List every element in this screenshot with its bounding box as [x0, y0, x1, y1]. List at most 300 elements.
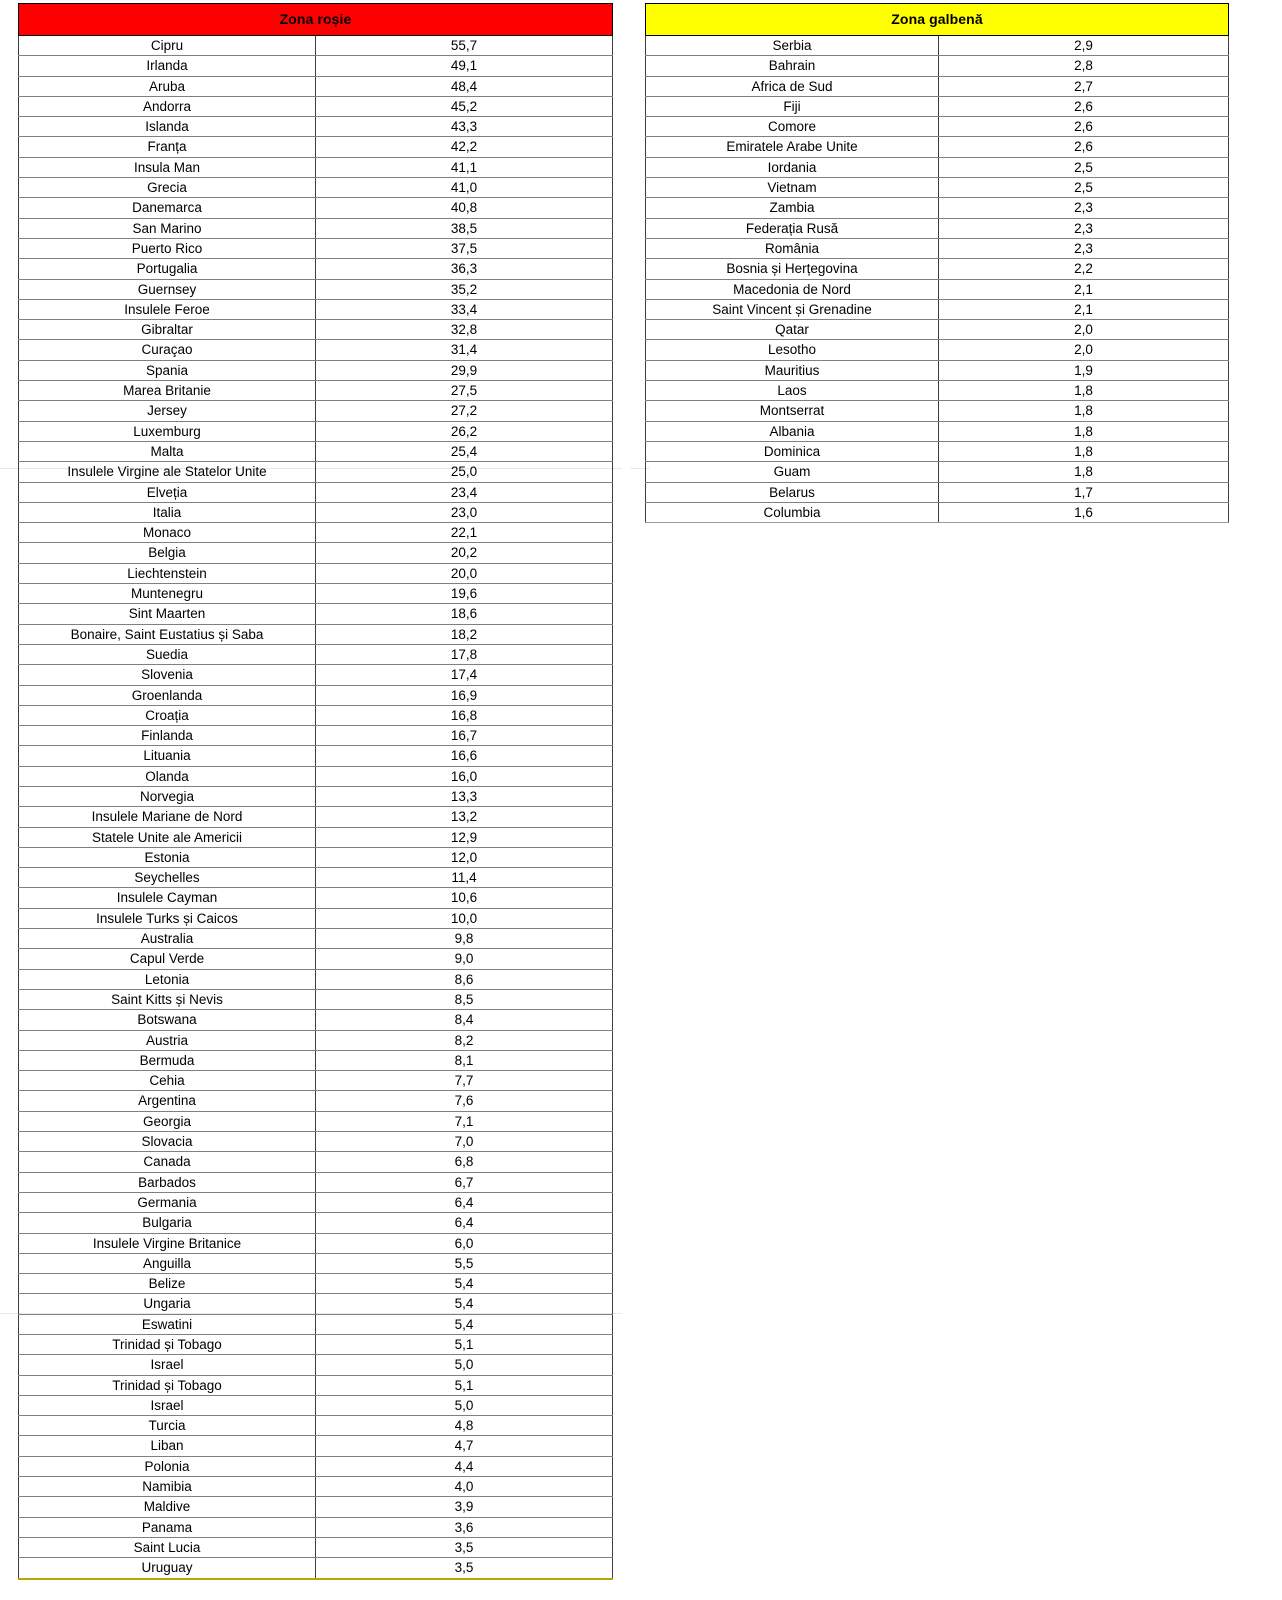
table-row — [19, 1335, 613, 1355]
country-name-cell: Groenlanda — [19, 685, 316, 705]
incidence-value-cell: 2,5 — [939, 178, 1229, 198]
country-name-cell: Israel — [19, 1395, 316, 1415]
country-name-cell: Monaco — [19, 523, 316, 543]
country-name-cell: Letonia — [19, 969, 316, 989]
incidence-value-cell: 20,0 — [316, 563, 613, 583]
table-row — [19, 502, 613, 522]
incidence-value-cell: 1,8 — [939, 421, 1229, 441]
country-name-cell: Norvegia — [19, 786, 316, 806]
table-row — [19, 1395, 613, 1415]
incidence-value-cell: 27,5 — [316, 381, 613, 401]
country-name-cell: Georgia — [19, 1111, 316, 1131]
incidence-value-cell: 38,5 — [316, 218, 613, 238]
country-name-cell: Botswana — [19, 1010, 316, 1030]
table-row — [646, 441, 1229, 461]
incidence-value-cell: 5,1 — [316, 1375, 613, 1395]
incidence-value-cell: 25,4 — [316, 441, 613, 461]
table-row — [19, 807, 613, 827]
country-name-cell: Serbia — [646, 36, 939, 56]
table-row — [19, 299, 613, 319]
country-name-cell: Capul Verde — [19, 949, 316, 969]
country-name-cell: Panama — [19, 1517, 316, 1537]
table-row — [19, 847, 613, 867]
table-row — [19, 685, 613, 705]
country-name-cell: Anguilla — [19, 1253, 316, 1273]
table-row — [19, 949, 613, 969]
incidence-value-cell: 2,8 — [939, 56, 1229, 76]
incidence-value-cell: 22,1 — [316, 523, 613, 543]
incidence-value-cell: 2,0 — [939, 320, 1229, 340]
incidence-value-cell: 6,8 — [316, 1152, 613, 1172]
incidence-value-cell: 16,0 — [316, 766, 613, 786]
country-name-cell: Saint Lucia — [19, 1537, 316, 1557]
incidence-value-cell: 7,1 — [316, 1111, 613, 1131]
country-name-cell: Africa de Sud — [646, 76, 939, 96]
country-name-cell: Argentina — [19, 1091, 316, 1111]
incidence-value-cell: 17,4 — [316, 665, 613, 685]
country-name-cell: Comore — [646, 117, 939, 137]
table-row — [646, 178, 1229, 198]
table-row — [646, 462, 1229, 482]
table-row — [19, 705, 613, 725]
incidence-value-cell: 32,8 — [316, 320, 613, 340]
country-name-cell: Croația — [19, 705, 316, 725]
country-name-cell: Germania — [19, 1192, 316, 1212]
country-name-cell: Italia — [19, 502, 316, 522]
table-row — [19, 218, 613, 238]
incidence-value-cell: 2,7 — [939, 76, 1229, 96]
table-row — [19, 1071, 613, 1091]
table-row — [646, 137, 1229, 157]
table-row — [19, 766, 613, 786]
table-row — [19, 868, 613, 888]
incidence-value-cell: 6,0 — [316, 1233, 613, 1253]
country-name-cell: Federația Rusă — [646, 218, 939, 238]
incidence-value-cell: 1,8 — [939, 381, 1229, 401]
table-row — [646, 198, 1229, 218]
incidence-value-cell: 41,1 — [316, 157, 613, 177]
country-name-cell: Franța — [19, 137, 316, 157]
table-row — [19, 786, 613, 806]
country-name-cell: Turcia — [19, 1416, 316, 1436]
country-name-cell: Maldive — [19, 1497, 316, 1517]
country-name-cell: Luxemburg — [19, 421, 316, 441]
table-row — [19, 360, 613, 380]
country-name-cell: Gibraltar — [19, 320, 316, 340]
country-name-cell: Insulele Turks și Caicos — [19, 908, 316, 928]
table-row — [19, 1314, 613, 1334]
table-row — [19, 1192, 613, 1212]
table-row — [19, 259, 613, 279]
incidence-value-cell: 1,6 — [939, 502, 1229, 522]
table-row — [646, 381, 1229, 401]
country-name-cell: Insulele Virgine ale Statelor Unite — [19, 462, 316, 482]
red-zone-table — [18, 3, 613, 1580]
table-row — [19, 441, 613, 461]
table-row — [19, 604, 613, 624]
incidence-value-cell: 11,4 — [316, 868, 613, 888]
table-row — [19, 1253, 613, 1273]
table-row — [19, 746, 613, 766]
table-row — [646, 96, 1229, 116]
country-name-cell: Belgia — [19, 543, 316, 563]
table-row — [19, 56, 613, 76]
table-row — [19, 584, 613, 604]
incidence-value-cell: 17,8 — [316, 644, 613, 664]
incidence-value-cell: 37,5 — [316, 238, 613, 258]
incidence-value-cell: 2,6 — [939, 96, 1229, 116]
country-name-cell: Polonia — [19, 1456, 316, 1476]
country-name-cell: Belize — [19, 1274, 316, 1294]
incidence-value-cell: 4,0 — [316, 1477, 613, 1497]
table-row — [19, 320, 613, 340]
country-name-cell: Cehia — [19, 1071, 316, 1091]
country-name-cell: Zambia — [646, 198, 939, 218]
table-row — [646, 360, 1229, 380]
table-row — [19, 421, 613, 441]
country-name-cell: Elveția — [19, 482, 316, 502]
table-row — [646, 279, 1229, 299]
incidence-value-cell: 8,6 — [316, 969, 613, 989]
table-row — [19, 624, 613, 644]
country-name-cell: Spania — [19, 360, 316, 380]
country-name-cell: Albania — [646, 421, 939, 441]
incidence-value-cell: 13,3 — [316, 786, 613, 806]
incidence-value-cell: 4,4 — [316, 1456, 613, 1476]
table-row — [19, 827, 613, 847]
incidence-value-cell: 36,3 — [316, 259, 613, 279]
country-name-cell: Emiratele Arabe Unite — [646, 137, 939, 157]
table-row — [19, 157, 613, 177]
table-row — [19, 1375, 613, 1395]
table-row — [19, 1050, 613, 1070]
table-row — [646, 76, 1229, 96]
country-name-cell: Qatar — [646, 320, 939, 340]
incidence-value-cell: 7,6 — [316, 1091, 613, 1111]
incidence-value-cell: 23,4 — [316, 482, 613, 502]
country-name-cell: Saint Kitts și Nevis — [19, 989, 316, 1009]
incidence-value-cell: 20,2 — [316, 543, 613, 563]
table-row — [646, 117, 1229, 137]
table-row — [19, 1416, 613, 1436]
incidence-value-cell: 8,1 — [316, 1050, 613, 1070]
country-name-cell: Muntenegru — [19, 584, 316, 604]
country-name-cell: Estonia — [19, 847, 316, 867]
country-name-cell: Marea Britanie — [19, 381, 316, 401]
incidence-value-cell: 2,6 — [939, 137, 1229, 157]
incidence-value-cell: 5,4 — [316, 1314, 613, 1334]
incidence-value-cell: 6,4 — [316, 1192, 613, 1212]
table-row — [19, 96, 613, 116]
table-row — [646, 157, 1229, 177]
incidence-value-cell: 18,6 — [316, 604, 613, 624]
country-name-cell: Laos — [646, 381, 939, 401]
country-name-cell: San Marino — [19, 218, 316, 238]
table-row — [19, 644, 613, 664]
incidence-value-cell: 16,9 — [316, 685, 613, 705]
incidence-value-cell: 7,7 — [316, 1071, 613, 1091]
incidence-value-cell: 8,2 — [316, 1030, 613, 1050]
incidence-value-cell: 42,2 — [316, 137, 613, 157]
table-row — [19, 989, 613, 1009]
table-row — [19, 1517, 613, 1537]
incidence-value-cell: 40,8 — [316, 198, 613, 218]
country-name-cell: Israel — [19, 1355, 316, 1375]
incidence-value-cell: 27,2 — [316, 401, 613, 421]
incidence-value-cell: 48,4 — [316, 76, 613, 96]
country-name-cell: Jersey — [19, 401, 316, 421]
table-row — [646, 238, 1229, 258]
country-name-cell: Liechtenstein — [19, 563, 316, 583]
incidence-value-cell: 2,6 — [939, 117, 1229, 137]
incidence-value-cell: 25,0 — [316, 462, 613, 482]
incidence-value-cell: 23,0 — [316, 502, 613, 522]
country-name-cell: România — [646, 238, 939, 258]
incidence-value-cell: 5,4 — [316, 1294, 613, 1314]
table-row — [19, 36, 613, 56]
country-name-cell: Islanda — [19, 117, 316, 137]
table-row — [19, 1274, 613, 1294]
country-name-cell: Eswatini — [19, 1314, 316, 1334]
country-name-cell: Ungaria — [19, 1294, 316, 1314]
red-zone-title: Zona roșie — [19, 4, 613, 36]
country-name-cell: Insula Man — [19, 157, 316, 177]
country-name-cell: Trinidad și Tobago — [19, 1335, 316, 1355]
table-row — [19, 1456, 613, 1476]
country-name-cell: Saint Vincent și Grenadine — [646, 299, 939, 319]
country-name-cell: Namibia — [19, 1477, 316, 1497]
table-row — [19, 482, 613, 502]
incidence-value-cell: 43,3 — [316, 117, 613, 137]
table-row — [19, 1091, 613, 1111]
incidence-value-cell: 35,2 — [316, 279, 613, 299]
table-row — [19, 1010, 613, 1030]
country-name-cell: Suedia — [19, 644, 316, 664]
incidence-value-cell: 1,8 — [939, 401, 1229, 421]
table-row — [19, 401, 613, 421]
incidence-value-cell: 2,9 — [939, 36, 1229, 56]
table-row — [19, 178, 613, 198]
yellow-zone-header-row — [646, 4, 1229, 36]
country-name-cell: Guam — [646, 462, 939, 482]
incidence-value-cell: 5,4 — [316, 1274, 613, 1294]
incidence-value-cell: 2,3 — [939, 218, 1229, 238]
table-row — [19, 1152, 613, 1172]
country-name-cell: Lesotho — [646, 340, 939, 360]
country-name-cell: Bosnia și Herțegovina — [646, 259, 939, 279]
table-row — [19, 279, 613, 299]
country-name-cell: Australia — [19, 929, 316, 949]
country-name-cell: Finlanda — [19, 726, 316, 746]
incidence-value-cell: 10,0 — [316, 908, 613, 928]
incidence-value-cell: 49,1 — [316, 56, 613, 76]
incidence-value-cell: 2,0 — [939, 340, 1229, 360]
table-row — [19, 117, 613, 137]
table-row — [19, 523, 613, 543]
incidence-value-cell: 16,6 — [316, 746, 613, 766]
incidence-value-cell: 3,9 — [316, 1497, 613, 1517]
incidence-value-cell: 4,7 — [316, 1436, 613, 1456]
table-row — [646, 56, 1229, 76]
table-row — [646, 259, 1229, 279]
table-row — [19, 1537, 613, 1557]
country-name-cell: Cipru — [19, 36, 316, 56]
incidence-value-cell: 31,4 — [316, 340, 613, 360]
incidence-value-cell: 2,3 — [939, 238, 1229, 258]
table-row — [19, 1436, 613, 1456]
table-row — [19, 137, 613, 157]
table-row — [646, 320, 1229, 340]
incidence-value-cell: 3,5 — [316, 1537, 613, 1557]
table-row — [19, 908, 613, 928]
table-row — [646, 36, 1229, 56]
country-name-cell: Columbia — [646, 502, 939, 522]
country-name-cell: Slovacia — [19, 1132, 316, 1152]
country-name-cell: Dominica — [646, 441, 939, 461]
incidence-value-cell: 1,7 — [939, 482, 1229, 502]
incidence-value-cell: 5,5 — [316, 1253, 613, 1273]
table-row — [19, 888, 613, 908]
table-row — [19, 665, 613, 685]
country-name-cell: Danemarca — [19, 198, 316, 218]
country-name-cell: Statele Unite ale Americii — [19, 827, 316, 847]
incidence-value-cell: 55,7 — [316, 36, 613, 56]
incidence-value-cell: 9,8 — [316, 929, 613, 949]
table-row — [19, 1355, 613, 1375]
country-name-cell: Fiji — [646, 96, 939, 116]
incidence-value-cell: 4,8 — [316, 1416, 613, 1436]
table-row — [19, 1558, 613, 1579]
country-name-cell: Iordania — [646, 157, 939, 177]
table-row — [646, 299, 1229, 319]
table-row — [19, 238, 613, 258]
table-row — [19, 969, 613, 989]
country-name-cell: Slovenia — [19, 665, 316, 685]
country-name-cell: Belarus — [646, 482, 939, 502]
country-name-cell: Curaçao — [19, 340, 316, 360]
country-name-cell: Andorra — [19, 96, 316, 116]
incidence-value-cell: 2,1 — [939, 299, 1229, 319]
table-row — [646, 502, 1229, 522]
incidence-value-cell: 7,0 — [316, 1132, 613, 1152]
incidence-value-cell: 3,5 — [316, 1558, 613, 1579]
incidence-value-cell: 6,7 — [316, 1172, 613, 1192]
table-row — [19, 1111, 613, 1131]
country-name-cell: Vietnam — [646, 178, 939, 198]
country-name-cell: Trinidad și Tobago — [19, 1375, 316, 1395]
table-row — [19, 1497, 613, 1517]
country-name-cell: Barbados — [19, 1172, 316, 1192]
country-name-cell: Canada — [19, 1152, 316, 1172]
incidence-value-cell: 16,7 — [316, 726, 613, 746]
incidence-value-cell: 1,8 — [939, 441, 1229, 461]
incidence-value-cell: 16,8 — [316, 705, 613, 725]
table-row — [19, 543, 613, 563]
table-row — [646, 401, 1229, 421]
incidence-value-cell: 2,2 — [939, 259, 1229, 279]
table-row — [646, 421, 1229, 441]
country-name-cell: Montserrat — [646, 401, 939, 421]
country-name-cell: Olanda — [19, 766, 316, 786]
country-name-cell: Malta — [19, 441, 316, 461]
country-name-cell: Bahrain — [646, 56, 939, 76]
incidence-value-cell: 26,2 — [316, 421, 613, 441]
incidence-value-cell: 9,0 — [316, 949, 613, 969]
table-row — [19, 1233, 613, 1253]
incidence-value-cell: 5,0 — [316, 1355, 613, 1375]
country-name-cell: Irlanda — [19, 56, 316, 76]
table-row — [19, 381, 613, 401]
incidence-value-cell: 2,5 — [939, 157, 1229, 177]
table-row — [19, 76, 613, 96]
incidence-value-cell: 29,9 — [316, 360, 613, 380]
incidence-value-cell: 8,4 — [316, 1010, 613, 1030]
table-row — [19, 929, 613, 949]
country-name-cell: Uruguay — [19, 1558, 316, 1579]
country-name-cell: Sint Maarten — [19, 604, 316, 624]
country-name-cell: Mauritius — [646, 360, 939, 380]
country-name-cell: Bonaire, Saint Eustatius și Saba — [19, 624, 316, 644]
incidence-value-cell: 1,8 — [939, 462, 1229, 482]
country-name-cell: Austria — [19, 1030, 316, 1050]
incidence-value-cell: 33,4 — [316, 299, 613, 319]
incidence-value-cell: 41,0 — [316, 178, 613, 198]
country-name-cell: Bermuda — [19, 1050, 316, 1070]
country-name-cell: Guernsey — [19, 279, 316, 299]
incidence-value-cell: 12,9 — [316, 827, 613, 847]
table-row — [19, 563, 613, 583]
incidence-value-cell: 45,2 — [316, 96, 613, 116]
incidence-value-cell: 13,2 — [316, 807, 613, 827]
incidence-value-cell: 12,0 — [316, 847, 613, 867]
red-zone-body — [19, 36, 613, 1579]
table-row — [19, 340, 613, 360]
country-name-cell: Insulele Feroe — [19, 299, 316, 319]
incidence-value-cell: 2,1 — [939, 279, 1229, 299]
yellow-zone-table — [645, 3, 1229, 523]
table-row — [19, 1294, 613, 1314]
country-name-cell: Grecia — [19, 178, 316, 198]
table-row — [19, 1213, 613, 1233]
yellow-zone-body — [646, 36, 1229, 523]
table-row — [646, 340, 1229, 360]
country-name-cell: Insulele Mariane de Nord — [19, 807, 316, 827]
table-row — [19, 1172, 613, 1192]
country-name-cell: Portugalia — [19, 259, 316, 279]
incidence-value-cell: 19,6 — [316, 584, 613, 604]
incidence-value-cell: 18,2 — [316, 624, 613, 644]
country-name-cell: Lituania — [19, 746, 316, 766]
country-name-cell: Liban — [19, 1436, 316, 1456]
table-row — [19, 1132, 613, 1152]
red-zone-header-row — [19, 4, 613, 36]
incidence-value-cell: 3,6 — [316, 1517, 613, 1537]
table-row — [19, 726, 613, 746]
country-name-cell: Insulele Virgine Britanice — [19, 1233, 316, 1253]
table-row — [19, 1477, 613, 1497]
incidence-value-cell: 2,3 — [939, 198, 1229, 218]
incidence-value-cell: 1,9 — [939, 360, 1229, 380]
incidence-value-cell: 5,1 — [316, 1335, 613, 1355]
country-name-cell: Puerto Rico — [19, 238, 316, 258]
table-row — [19, 462, 613, 482]
country-name-cell: Insulele Cayman — [19, 888, 316, 908]
yellow-zone-title: Zona galbenă — [646, 4, 1229, 36]
table-row — [646, 482, 1229, 502]
country-name-cell: Aruba — [19, 76, 316, 96]
incidence-value-cell: 10,6 — [316, 888, 613, 908]
table-row — [19, 198, 613, 218]
